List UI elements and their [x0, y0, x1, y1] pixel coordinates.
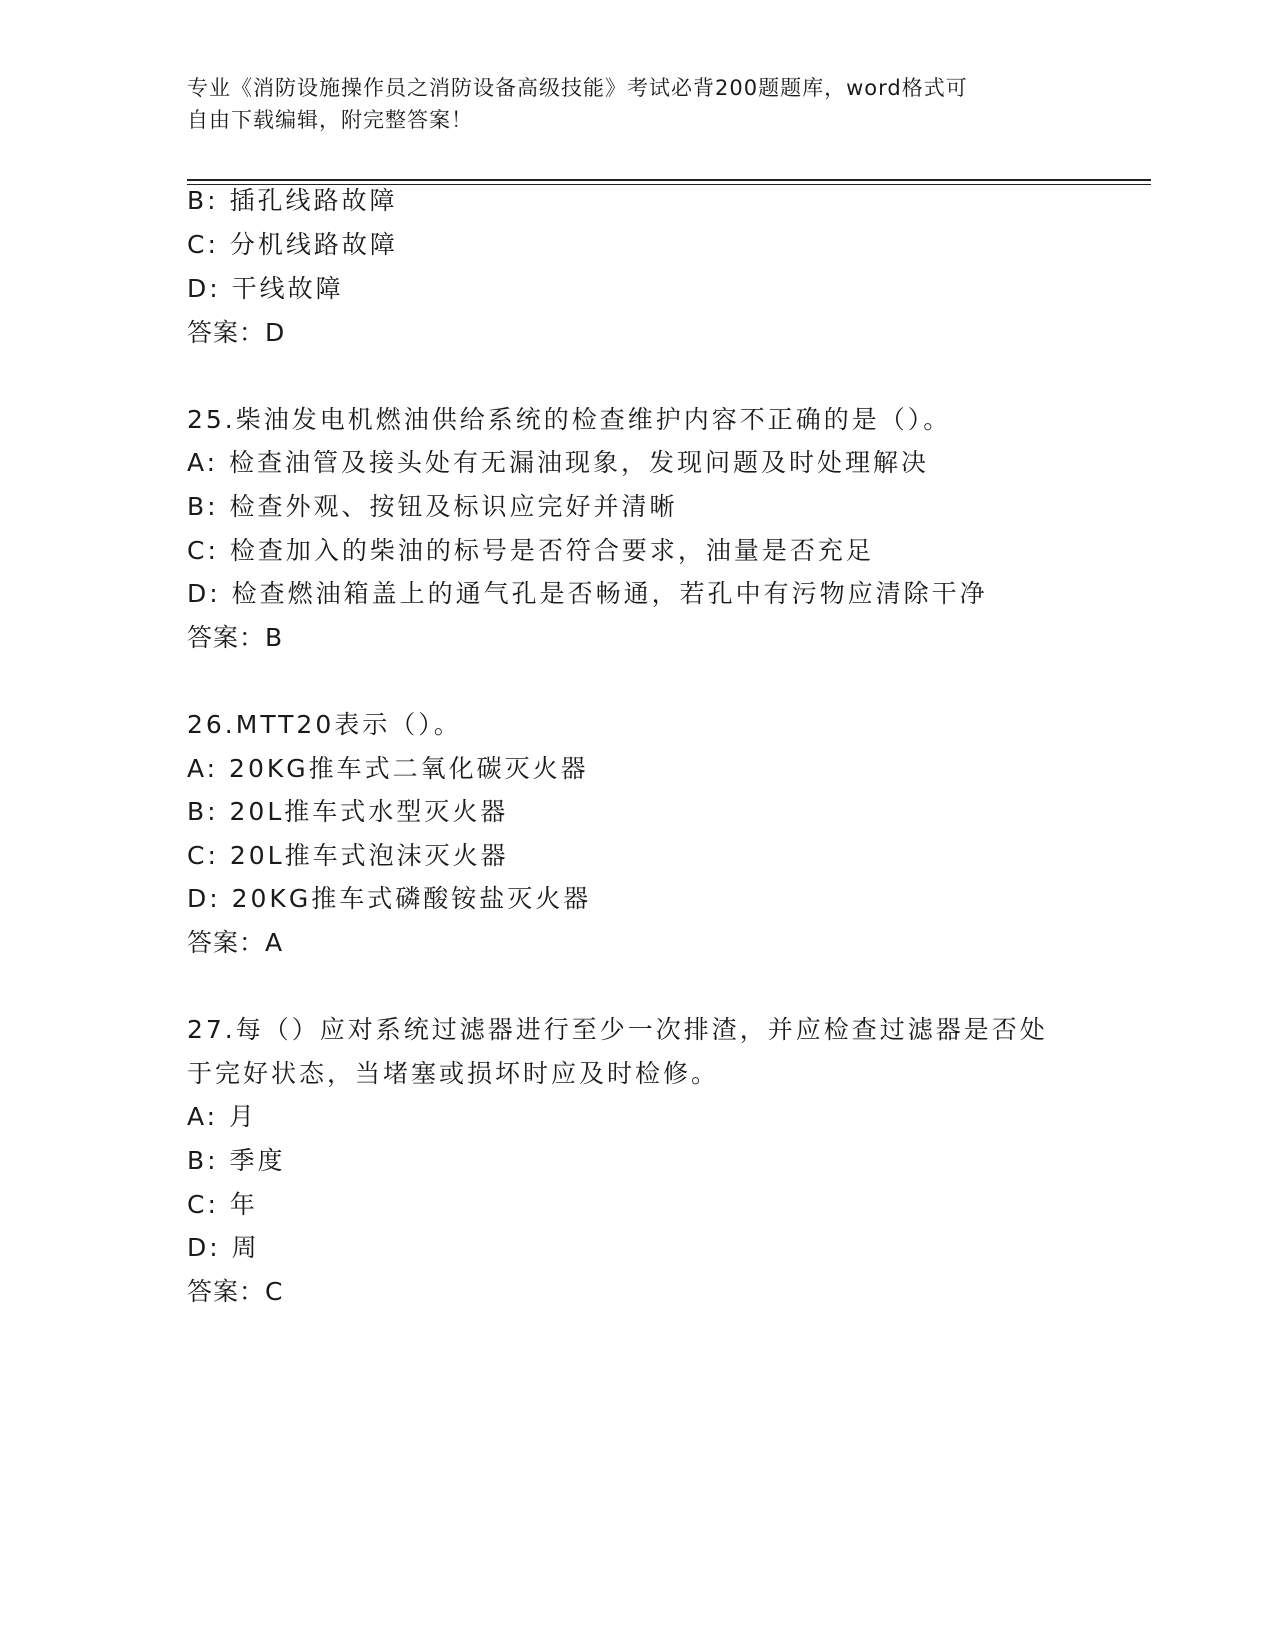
q25-option-a: A: 检查油管及接头处有无漏油现象，发现问题及时处理解决: [187, 448, 930, 477]
q27-stem-line-2: 于完好状态，当堵塞或损坏时应及时检修。: [187, 1059, 720, 1088]
q27-option-b: B: 季度: [187, 1146, 286, 1175]
q25-option-c: C: 检查加入的柴油的标号是否符合要求，油量是否充足: [187, 536, 874, 565]
prev-option-c: C: 分机线路故障: [187, 230, 398, 259]
header-line-2: 自由下载编辑，附完整答案！: [187, 108, 473, 132]
q27-answer: 答案：C: [187, 1277, 284, 1306]
q27-stem-line-1: 27.每（）应对系统过滤器进行至少一次排渣，并应检查过滤器是否处: [187, 1015, 1048, 1044]
document-header: [187, 72, 1067, 136]
q26-option-d: D: 20KG推车式磷酸铵盐灭火器: [187, 884, 592, 913]
header-divider-thick: [187, 179, 1151, 181]
q26-answer: 答案：A: [187, 928, 284, 957]
q27-option-c: C: 年: [187, 1190, 258, 1219]
prev-answer: 答案：D: [187, 318, 286, 347]
q27-option-a: A: 月: [187, 1102, 258, 1131]
q25-option-d: D: 检查燃油箱盖上的通气孔是否畅通，若孔中有污物应清除干净: [187, 579, 988, 608]
q26-stem: 26.MTT20表示（）。: [187, 710, 462, 739]
q25-answer: 答案：B: [187, 623, 284, 652]
prev-option-d: D: 干线故障: [187, 274, 344, 303]
q26-option-a: A: 20KG推车式二氧化碳灭火器: [187, 754, 589, 783]
q26-option-c: C: 20L推车式泡沫灭火器: [187, 841, 509, 870]
header-line-1: 专业《消防设施操作员之消防设备高级技能》考试必背200题题库，word格式可: [187, 76, 968, 100]
q25-option-b: B: 检查外观、按钮及标识应完好并清晰: [187, 492, 678, 521]
q26-option-b: B: 20L推车式水型灭火器: [187, 797, 509, 826]
q27-option-d: D: 周: [187, 1233, 260, 1262]
q25-stem: 25.柴油发电机燃油供给系统的检查维护内容不正确的是（）。: [187, 405, 952, 434]
prev-option-b: B: 插孔线路故障: [187, 186, 398, 215]
